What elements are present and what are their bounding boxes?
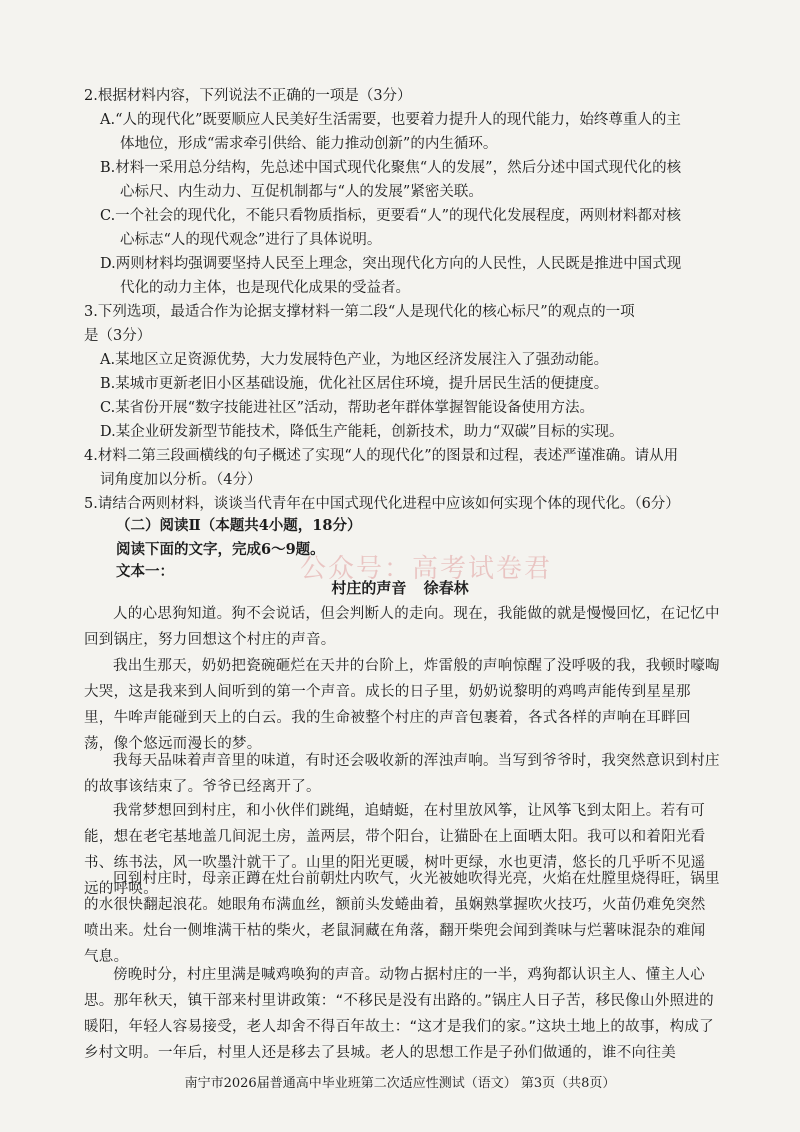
q2-option-b <box>100 156 720 204</box>
q2-option-d <box>100 252 720 300</box>
q3-stem-line2: 是（3分） <box>84 328 152 344</box>
q4 <box>84 444 720 492</box>
watermark: 公众号：高考试卷君 <box>300 554 553 584</box>
q2-stem: 2.根据材料内容，下列说法不正确的一项是（3分） <box>84 88 412 104</box>
q4-line2: 词角度加以分析。（4分） <box>100 472 262 488</box>
q2-b-line1: B.材料一采用总分结构，先总述中国式现代化聚焦“人的发展”，然后分述中国式现代化的核 <box>100 160 682 176</box>
q3-option-b: B.某城市更新老旧小区基础设施，优化社区居住环境，提升居民生活的便捷度。 <box>100 376 609 392</box>
paragraph-3: 我每天品味着声音里的味道，有时还会吸收新的浑浊声响。当写到爷爷时，我突然意识到村庄的故事该结束了。爷爷已经离开了。 <box>84 753 720 795</box>
q3-option-a: A.某地区立足资源优势，大力发展特色产业，为地区经济发展注入了强劲动能。 <box>100 352 609 368</box>
article-title: 村庄的声音 <box>331 579 407 597</box>
q2-d-line1: D.两则材料均强调要坚持人民至上理念，突出现代化方向的人民性，人民既是推进中国式现 <box>100 256 682 272</box>
section-heading: （二）阅读Ⅱ（本题共4小题，18分） <box>116 517 362 534</box>
q2-a-line1: A.“人的现代化”既要顺应人民美好生活需要，也要着力提升人的现代能力，始终尊重人的主 <box>100 112 681 128</box>
article-author: 徐春林 <box>423 579 469 597</box>
q2-option-c <box>100 204 720 252</box>
page-footer: 南宁市2026届普通高中毕业班第二次适应性测试（语文） 第3页（共8页） <box>184 1076 616 1091</box>
q3-stem <box>84 300 720 348</box>
q5: 5.请结合两则材料，谈谈当代青年在中国式现代化进程中应该如何实现个体的现代化。（6分） <box>84 496 680 512</box>
q2-b-line2: 心标尺、内生动力、互促机制都与“人的发展”紧密关联。 <box>120 184 483 200</box>
q2-a-line2: 体地位，形成“需求牵引供给、能力推动创新”的内生循环。 <box>120 136 498 152</box>
section-instruction: 阅读下面的文字，完成6～9题。 <box>116 541 325 558</box>
article-heading <box>0 577 800 598</box>
paragraph-2: 我出生那天，奶奶把瓷碗砸烂在天井的台阶上，炸雷般的声响惊醒了没呼吸的我，我顿时嚎啕大哭，这是我来到人间听到的第一个声音。成长的日子里，奶奶说黎明的鸡鸣声能传到星星那里，牛哞声能碰到天上的白云。我的生命被整个村庄的声音包裹着，各式各样的声响在耳畔回荡，像个悠远而漫长的梦。 <box>84 658 720 752</box>
text-label: 文本一： <box>116 563 174 580</box>
q2-d-line2: 代化的动力主体，也是现代化成果的受益者。 <box>120 280 410 296</box>
q3-stem-line1: 3.下列选项，最适合作为论据支撑材料一第二段“人是现代化的核心标尺”的观点的一项 <box>84 304 635 320</box>
paragraph-5: 回到村庄时，母亲正蹲在灶台前朝灶内吹气，火光被她吹得光亮，火焰在灶膛里烧得旺，锅里的水很快翻起浪花。她眼角布满血丝，额前头发蜷曲着，虽娴熟掌握吹火技巧，火苗仍难免突然喷出来。灶台一侧堆满干枯的柴火，老鼠洞藏在角落，翻开柴兜会闻到粪味与烂薯味混杂的难闻气息。 <box>84 871 720 965</box>
q2-option-a <box>100 108 720 156</box>
q3-option-c: C.某省份开展“数字技能进社区”活动，帮助老年群体掌握智能设备使用方法。 <box>100 400 595 416</box>
paragraph-1: 人的心思狗知道。狗不会说话，但会判断人的走向。现在，我能做的就是慢慢回忆，在记忆中回到锅庄，努力回想这个村庄的声音。 <box>84 606 720 648</box>
q3-option-d: D.某企业研发新型节能技术，降低生产能耗，创新技术，助力“双碳”目标的实现。 <box>100 424 624 440</box>
q2-c-line2: 心标志“人的现代观念”进行了具体说明。 <box>120 232 382 248</box>
q4-line1: 4.材料二第三段画横线的句子概述了实现“人的现代化”的图景和过程，表述严谨准确。请从用 <box>84 448 679 464</box>
q2-c-line1: C.一个社会的现代化，不能只看物质指标，更要看“人”的现代化发展程度，两则材料都对核 <box>100 208 682 224</box>
paragraph-6: 傍晚时分，村庄里满是喊鸡唤狗的声音。动物占据村庄的一半，鸡狗都认识主人、懂主人心思。那年秋天，镇干部来村里讲政策：“不移民是没有出路的。”锅庄人日子苦，移民像山外照进的暖阳，年轻人容易接受，老人却舍不得百年故土：“这才是我们的家。”这块土地上的故事，构成了乡村文明。一年后，村里人还是移去了县城。老人的思想工作是子孙们做通的，谁不向往美 <box>84 967 714 1061</box>
paragraph-4: 我常梦想回到村庄，和小伙伴们跳绳，追蜻蜓，在村里放风筝，让风筝飞到太阳上。若有可能，想在老宅基地盖几间泥土房，盖两层，带个阳台，让猫卧在上面晒太阳。我可以和着阳光看书、练书法，风一吹墨汁就干了。山里的阳光更暖，树叶更绿，水也更清，悠长的几乎听不见遥远的呼唤。 <box>84 803 706 897</box>
